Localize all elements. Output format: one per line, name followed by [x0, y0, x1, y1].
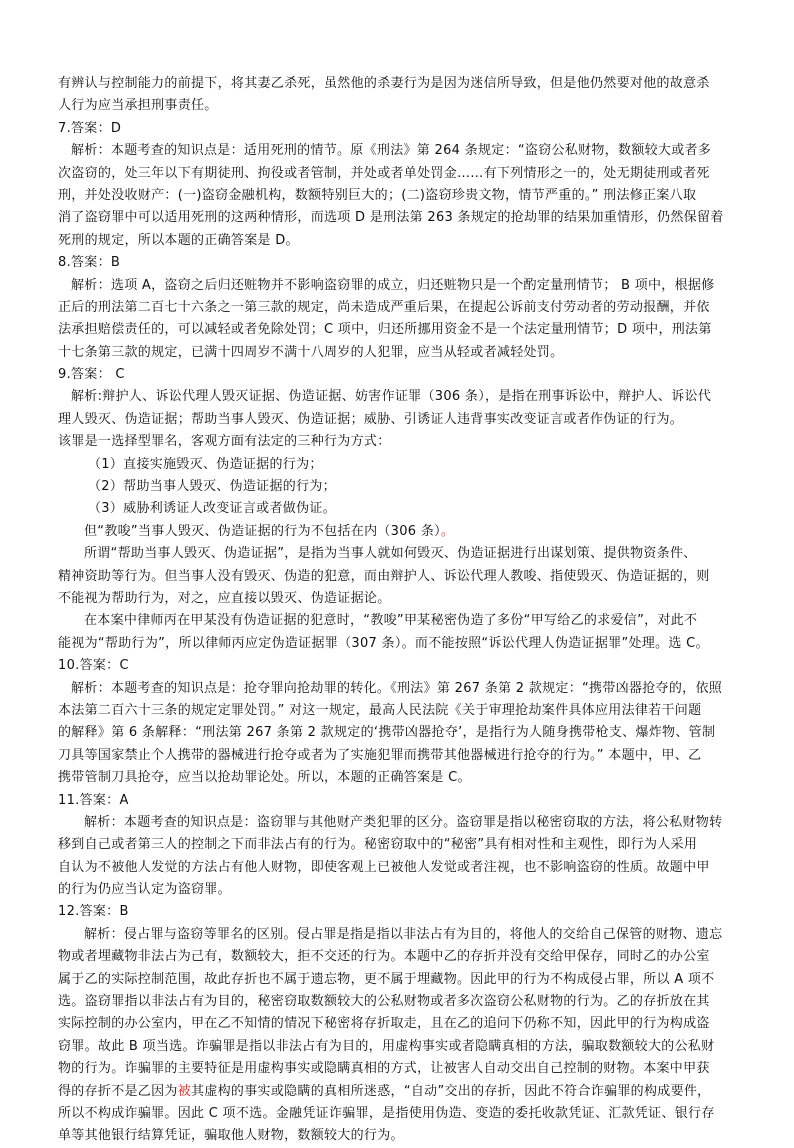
text-line: [58, 386, 738, 408]
text-line: [58, 1125, 738, 1147]
text-line: [58, 275, 738, 297]
line-text: （2）帮助当事人毁灭、伪造证据的行为；: [88, 479, 336, 495]
text-line: [58, 655, 738, 677]
text-line: [58, 610, 738, 632]
text-line: [58, 812, 738, 834]
line-text: 所谓“帮助当事人毁灭、伪造证据”，是指为当事人就如何毁灭、伪造证据进行出谋划策、提供物资条件、: [84, 546, 697, 562]
text-line: [58, 566, 738, 588]
line-text: 解析：本题考查的知识点是：适用死刑的情节。原《刑法》第 264 条规定：“盗窃公私财物，数额较大或者多: [71, 143, 712, 159]
text-line: [58, 409, 738, 431]
line-text: 消了盗窃罪中可以适用死刑的这两种情形，而选项 D 是刑法第 263 条规定的抢劫罪的结果加重情形，仍然保留着: [58, 210, 724, 226]
line-text: 移到自己或者第三人的控制之下而非法占有的行为。秘密窃取中的“秘密”具有相对性和主观性，即行为人采用: [58, 837, 698, 853]
line-text: 的解释》第 6 条解释：“刑法第 267 条第 2 款规定的‘携带凶器抢夺’，是指行为人随身携带枪支、爆炸物、管制: [58, 725, 716, 741]
line-text: 解析：本题考查的知识点是：抢夺罪向抢劫罪的转化。《刑法》第 267 条第 2 款规定：“携带凶器抢夺的，依照: [71, 680, 723, 696]
line-text: 所以不构成诈骗罪。因此 C 项不选。金融凭证诈骗罪，是指使用伪造、变造的委托收款凭证、汇款凭证、银行存: [58, 1105, 715, 1121]
line-text-continued: 其虚构的事实或隐瞒的真相所迷惑，“自动”交出的存折，因此不符合诈骗罪的构成要件，: [191, 1083, 711, 1099]
line-text: 10.答案：C: [58, 658, 129, 674]
line-text: 但“教唆”当事人毁灭、伪造证据的行为不包括在内（306 条）: [84, 523, 441, 539]
line-text: 的行为仍应当认定为盗窃罪。: [58, 882, 231, 898]
line-text: 11.答案：A: [58, 792, 129, 808]
highlighted-text: 被: [177, 1083, 192, 1099]
text-line: [58, 1013, 738, 1035]
line-text: 7.答案：D: [58, 120, 122, 136]
text-line: [58, 879, 738, 901]
text-line: [58, 1058, 738, 1080]
line-text: 实际控制的办公室内，甲在乙不知情的情况下秘密将存折取走，且在乙的追问下仍称不知，因此甲的行为构成盗: [58, 1016, 710, 1032]
text-line: [58, 297, 738, 319]
line-text: 解析：选项 A，盗窃之后归还赃物并不影响盗窃罪的成立，归还赃物只是一个酌定量刑情节； B 项中，根据修: [71, 277, 715, 293]
line-text: 窃罪。故此 B 项当选。诈骗罪是指以非法占有为目的，用虚构事实或者隐瞒真相的方法，骗取数额较大的公私财: [58, 1038, 715, 1054]
line-text: 9.答案： C: [58, 367, 125, 383]
text-line: [58, 163, 738, 185]
line-text: 在本案中律师丙在甲某没有伪造证据的犯意时，“教唆”甲某秘密伪造了多份“甲写给乙的求爱信”，对此不: [84, 613, 698, 629]
text-line: [58, 700, 738, 722]
line-text: 物或者埋藏物非法占为己有，数额较大，拒不交还的行为。本题中乙的存折并没有交给甲保存，同时乙的办公室: [58, 949, 710, 965]
line-text: 携带管制刀具抢夺，应当以抢劫罪论处。所以，本题的正确答案是 C。: [58, 770, 471, 786]
line-text: 自认为不被他人发觉的方法占有他人财物，即使客观上已被他人发觉或者注视，也不影响盗窃的性质。故题中甲: [58, 859, 710, 875]
line-text: （1）直接实施毁灭、伪造证据的行为；: [88, 456, 323, 472]
line-text: 属于乙的实际控制范围，故此存折也不属于遗忘物，更不属于埋藏物。因此甲的行为不构成侵占罪，所以 A 项不: [58, 971, 715, 987]
line-text: 不能视为帮助行为，对之，应直接以毁灭、伪造证据论。: [58, 590, 391, 606]
line-text: 正后的刑法第二百七十六条之一第三款的规定，尚未造成严重后果，在提起公诉前支付劳动者的劳动报酬，并依: [58, 299, 710, 315]
text-line: [58, 73, 738, 95]
text-line: [58, 454, 738, 476]
line-text: 法承担赔偿责任的，可以减轻或者免除处罚；C 项中，归还所挪用资金不是一个法定量刑情节；D 项中，刑法第: [58, 322, 712, 338]
line-text: 单等其他银行结算凭证，骗取他人财物，数额较大的行为。: [58, 1128, 404, 1144]
line-text: 解析:辩护人、诉讼代理人毁灭证据、伪造证据、妨害作证罪（306 条），是指在刑事诉讼中，辩护人、诉讼代: [71, 389, 712, 405]
text-line: [58, 476, 738, 498]
text-line: [58, 633, 738, 655]
text-line: [58, 991, 738, 1013]
text-line: [58, 678, 738, 700]
line-text: 人行为应当承担刑事责任。: [58, 98, 218, 114]
line-text: 选。盗窃罪指以非法占有为目的，秘密窃取数额较大的公私财物或者多次盗窃公私财物的行为。乙的存折放在其: [58, 994, 710, 1010]
line-text: 物的行为。诈骗罪的主要特征是用虚构事实或隐瞒真相的方式，让被害人自动交出自己控制的财物。本案中甲获: [58, 1061, 710, 1077]
text-line: [58, 185, 738, 207]
line-text: 得的存折不是乙因为: [58, 1083, 178, 1099]
text-line: [58, 1103, 738, 1125]
line-text: 十七条第三款的规定，已满十四周岁不满十八周岁的人犯罪，应当从轻或者减轻处罚。: [58, 344, 564, 360]
text-line: [58, 319, 738, 341]
text-line: [58, 901, 738, 923]
line-text: 12.答案：B: [58, 904, 129, 920]
highlighted-text: 。: [440, 523, 455, 539]
line-text: 理人毁灭、伪造证据；帮助当事人毁灭、伪造证据；威胁、引诱证人违背事实改变证言或者作伪证的行为。: [58, 411, 684, 427]
text-line: [58, 521, 738, 543]
line-text: 8.答案：B: [58, 255, 121, 271]
line-text: 解析：本题考查的知识点是：盗窃罪与其他财产类犯罪的区分。盗窃罪是指以秘密窃取的方法，将公私财物转: [84, 814, 723, 830]
text-line: [58, 946, 738, 968]
document-body: [58, 73, 738, 1148]
text-line: [58, 834, 738, 856]
text-line: [58, 207, 738, 229]
line-text: （3）威胁利诱证人改变证言或者做伪证。: [88, 501, 336, 517]
text-line: [58, 342, 738, 364]
text-line: [58, 722, 738, 744]
text-line: [58, 95, 738, 117]
text-line: [58, 230, 738, 252]
text-line: [58, 252, 738, 274]
text-line: [58, 118, 738, 140]
line-text: 能视为“帮助行为”，所以律师丙应定伪造证据罪（307 条）。而不能按照“诉讼代理人伪造证据罪”处理。选 C。: [58, 635, 709, 651]
text-line: [58, 431, 738, 453]
text-line: [58, 1081, 738, 1103]
text-line: [58, 745, 738, 767]
line-text: 有辨认与控制能力的前提下，将其妻乙杀死，虽然他的杀妻行为是因为迷信所导致，但是他仍然要对他的故意杀: [58, 76, 710, 91]
text-line: [58, 924, 738, 946]
line-text: 死刑的规定，所以本题的正确答案是 D。: [58, 232, 299, 248]
text-line: [58, 790, 738, 812]
text-line: [58, 364, 738, 386]
line-text: 精神资助等行为。但当事人没有毁灭、伪造的犯意，而由辩护人、诉讼代理人教唆、指使毁灭、伪造证据的，则: [58, 568, 710, 584]
line-text: 次盗窃的，处三年以下有期徒刑、拘役或者管制，并处或者单处罚金……有下列情形之一的，处无期徒刑或者死: [58, 165, 710, 181]
line-text: 解析：侵占罪与盗窃等罪名的区别。侵占罪是指是指以非法占有为目的，将他人的交给自己保管的财物、遗忘: [84, 926, 723, 942]
line-text: 刑，并处没收财产：(一)盗窃金融机构，数额特别巨大的；(二)盗窃珍贵文物，情节严重的。” 刑法修正案八取: [58, 187, 697, 203]
line-text: 刀具等国家禁止个人携带的器械进行抢夺或者为了实施犯罪而携带其他器械进行抢夺的行为。” 本题中，甲、乙: [58, 747, 702, 763]
text-line: [58, 588, 738, 610]
text-line: [58, 1036, 738, 1058]
text-line: [58, 969, 738, 991]
text-line: [58, 857, 738, 879]
line-text: 本法第二百六十三条的规定定罪处罚。” 对这一规定，最高人民法院《关于审理抢劫案件具体应用法律若干问题: [58, 702, 702, 718]
text-line: [58, 140, 738, 162]
text-line: [58, 767, 738, 789]
text-line: [58, 543, 738, 565]
text-line: [58, 498, 738, 520]
line-text: 该罪是一选择型罪名，客观方面有法定的三种行为方式：: [58, 434, 391, 450]
